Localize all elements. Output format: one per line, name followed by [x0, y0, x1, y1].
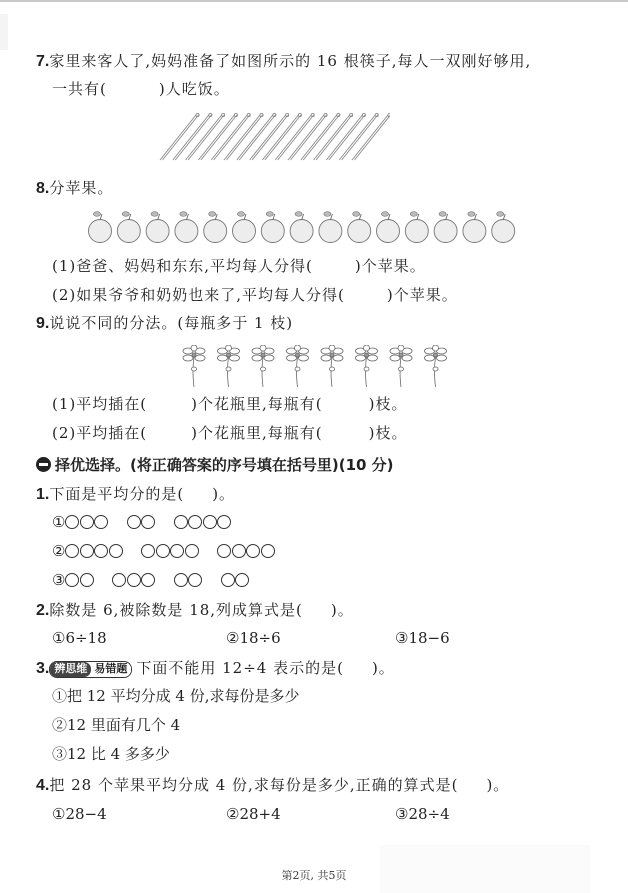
chopsticks-illustration	[158, 112, 390, 162]
choice-1-option-2[interactable]	[52, 541, 275, 561]
apples-illustration	[88, 210, 538, 244]
question-8-sub1	[52, 256, 426, 276]
sub1-text-post: )个苹果。	[354, 257, 426, 275]
choice-2-option-2[interactable]: ②18÷6	[226, 629, 281, 647]
circle-icon	[94, 515, 108, 529]
choice-3-text-post: )。	[371, 659, 395, 677]
circle-icon	[80, 573, 94, 587]
question-7-text-pre: 一共有(	[52, 80, 107, 98]
choice-4-number: 4.	[36, 777, 50, 794]
circle-icon	[221, 573, 235, 587]
circle-icon	[217, 544, 231, 558]
question-8-number: 8.	[36, 180, 50, 197]
sub2-text-b: )个花瓶里,每瓶有(	[191, 424, 323, 442]
sub2-text-a: (2)平均插在(	[52, 424, 148, 442]
circle-icon	[174, 573, 188, 587]
option-label: ③	[52, 571, 66, 589]
circle-icon	[112, 573, 126, 587]
sub1-text-pre: (1)爸爸、妈妈和东东,平均每人分得(	[52, 257, 313, 275]
question-9-sub2	[52, 423, 407, 443]
question-7-text: 家里来客人了,妈妈准备了如图所示的 16 根筷子,每人一双刚好够用,	[49, 52, 532, 70]
choice-1-number: 1.	[36, 486, 50, 503]
choice-3-option-3[interactable]: ③12 比 4 多多少	[52, 745, 170, 763]
circle-icon	[141, 544, 155, 558]
circle-icon	[80, 515, 94, 529]
question-7-text-post: )人吃饭。	[158, 80, 230, 98]
choice-4-option-3[interactable]: ③28÷4	[395, 805, 450, 823]
choice-4-question	[36, 775, 509, 796]
choice-3-number: 3.	[36, 660, 50, 677]
choice-3-option-2[interactable]: ②12 里面有几个 4	[52, 716, 181, 734]
sub1-text-c: )枝。	[368, 395, 408, 413]
sub1-text-b: )个花瓶里,每瓶有(	[191, 395, 323, 413]
choice-2-text-post: )。	[330, 601, 354, 619]
choice-1-text-pre: 下面是平均分的是(	[49, 485, 185, 503]
circle-icon	[65, 544, 79, 558]
choice-4-text-pre: 把 28 个苹果平均分成 4 份,求每份是多少,正确的算式是(	[49, 776, 459, 794]
circle-icon	[188, 515, 202, 529]
sub2-text-pre: (2)如果爷爷和奶奶也来了,平均每人分得(	[52, 286, 345, 304]
circle-icon	[141, 515, 155, 529]
tag-error-prone: 易错题	[91, 662, 131, 677]
circle-icon	[261, 544, 275, 558]
question-9-number: 9.	[36, 315, 50, 332]
circle-icon	[170, 544, 184, 558]
option-label: ①	[52, 513, 66, 531]
option-label: ②	[52, 542, 66, 560]
circle-icon	[65, 573, 79, 587]
choice-3-option-1[interactable]: ①把 12 平均分成 4 份,求每份是多少	[52, 687, 300, 705]
page-footer: 第2页, 共5页	[281, 869, 347, 882]
left-edge-strip	[0, 14, 8, 50]
question-7-line1	[36, 51, 531, 72]
circle-icon	[127, 573, 141, 587]
circle-icon	[141, 573, 155, 587]
circle-icon	[246, 544, 260, 558]
choice-2-number: 2.	[36, 602, 50, 619]
question-8-title	[36, 178, 113, 199]
circle-icon	[217, 515, 231, 529]
question-9-title	[36, 313, 293, 334]
circle-icon	[235, 573, 249, 587]
circle-icon	[188, 573, 202, 587]
choice-4-option-2[interactable]: ②28+4	[226, 805, 281, 823]
sub2-text-post: )个苹果。	[386, 286, 458, 304]
choice-1-option-1[interactable]	[52, 512, 232, 532]
choice-2-option-3[interactable]: ③18−6	[395, 629, 450, 647]
circle-icon	[174, 515, 188, 529]
circle-icon	[80, 544, 94, 558]
choice-4-option-1[interactable]: ①28−4	[52, 805, 107, 823]
sub2-text-c: )枝。	[368, 424, 408, 442]
question-7-line2	[52, 79, 230, 99]
circle-icon	[127, 515, 141, 529]
circle-icon	[109, 544, 123, 558]
question-8-text: 分苹果。	[49, 179, 114, 197]
section-2-title: 择优选择。(将正确答案的序号填在括号里)(10 分)	[55, 456, 394, 474]
choice-2-option-1[interactable]: ①6÷18	[52, 629, 107, 647]
choice-1-option-3[interactable]	[52, 570, 250, 590]
tag-thinking: 辨思维	[50, 662, 91, 677]
question-8-sub2	[52, 285, 458, 305]
section-2-heading	[36, 455, 394, 475]
question-9-text: 说说不同的分法。(每瓶多于 1 枝)	[49, 314, 294, 332]
section-number-badge-icon	[36, 457, 51, 472]
flowers-illustration	[180, 345, 450, 390]
choice-2-text-pre: 除数是 6,被除数是 18,列成算式是(	[49, 601, 303, 619]
circle-icon	[156, 544, 170, 558]
question-9-sub1	[52, 394, 407, 414]
question-7-number: 7.	[36, 53, 50, 70]
choice-3-text-pre: 下面不能用 12÷4 表示的是(	[136, 659, 344, 677]
choice-1-question	[36, 484, 235, 505]
circle-icon	[185, 544, 199, 558]
circle-icon	[65, 515, 79, 529]
choice-2-question	[36, 600, 354, 621]
choice-1-text-post: )。	[212, 485, 236, 503]
sub1-text-a: (1)平均插在(	[52, 395, 148, 413]
circle-icon	[94, 544, 108, 558]
difficulty-tag	[49, 661, 132, 678]
circle-icon	[232, 544, 246, 558]
top-border	[0, 0, 628, 2]
choice-4-text-post: )。	[486, 776, 510, 794]
circle-icon	[203, 515, 217, 529]
choice-3-question	[36, 658, 395, 679]
